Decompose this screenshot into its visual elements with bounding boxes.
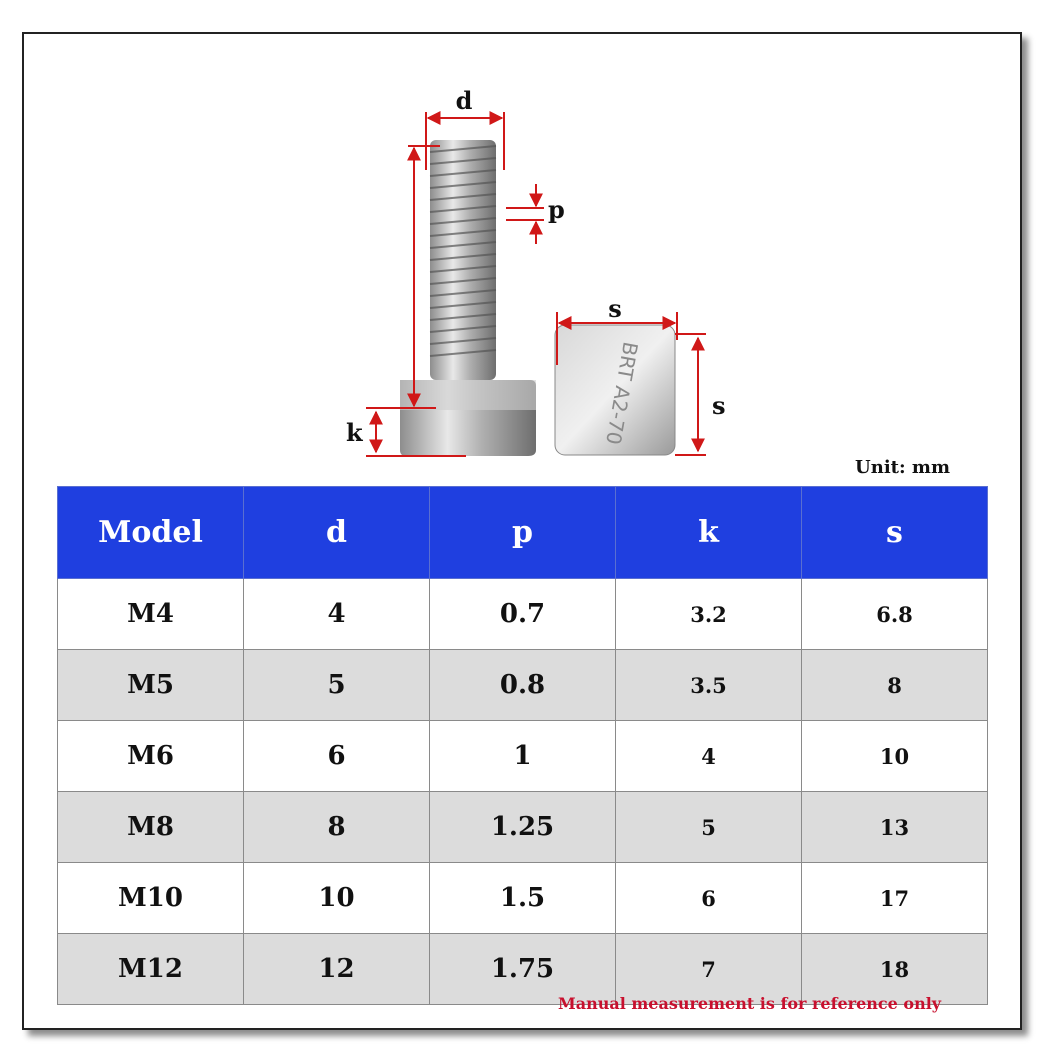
header-k: k (616, 487, 802, 579)
cell-s: 17 (802, 863, 988, 934)
cell-p: 1.5 (430, 863, 616, 934)
cell-d: 8 (244, 792, 430, 863)
dimension-s-side (675, 334, 726, 455)
label-p: p (548, 195, 565, 224)
table-row (58, 650, 988, 721)
cell-k: 3.2 (616, 579, 802, 650)
header-s: s (802, 487, 988, 579)
cell-s: 6.8 (802, 579, 988, 650)
label-k: k (346, 418, 363, 447)
cell-k: 7 (616, 934, 802, 1005)
cell-k: 3.5 (616, 650, 802, 721)
bolt-head-top-view (555, 325, 675, 455)
cell-s: 8 (802, 650, 988, 721)
dimension-p (506, 184, 565, 244)
header-model: Model (58, 487, 244, 579)
cell-k: 5 (616, 792, 802, 863)
unit-label: Unit: mm (855, 457, 950, 478)
cell-p: 0.7 (430, 579, 616, 650)
table-header-row (58, 487, 988, 579)
reference-note: Manual measurement is for reference only (558, 994, 942, 1013)
head-marking: BRT A2-70 (601, 340, 643, 447)
cell-model: M5 (58, 650, 244, 721)
cell-p: 1.75 (430, 934, 616, 1005)
cell-d: 5 (244, 650, 430, 721)
cell-d: 6 (244, 721, 430, 792)
cell-k: 6 (616, 863, 802, 934)
cell-s: 18 (802, 934, 988, 1005)
cell-model: M10 (58, 863, 244, 934)
cell-d: 4 (244, 579, 430, 650)
label-d: d (455, 86, 473, 115)
cell-model: M12 (58, 934, 244, 1005)
cell-p: 1.25 (430, 792, 616, 863)
header-p: p (430, 487, 616, 579)
label-s-side: s (712, 391, 726, 420)
bolt-dimension-diagram (330, 80, 750, 470)
cell-s: 10 (802, 721, 988, 792)
cell-p: 0.8 (430, 650, 616, 721)
label-s-top: s (608, 294, 622, 323)
header-d: d (244, 487, 430, 579)
table-row (58, 792, 988, 863)
cell-model: M8 (58, 792, 244, 863)
cell-model: M4 (58, 579, 244, 650)
table-row (58, 721, 988, 792)
cell-s: 13 (802, 792, 988, 863)
cell-d: 12 (244, 934, 430, 1005)
cell-d: 10 (244, 863, 430, 934)
cell-model: M6 (58, 721, 244, 792)
spec-table (57, 486, 988, 1005)
cell-p: 1 (430, 721, 616, 792)
cell-k: 4 (616, 721, 802, 792)
table-row (58, 863, 988, 934)
table-row (58, 579, 988, 650)
